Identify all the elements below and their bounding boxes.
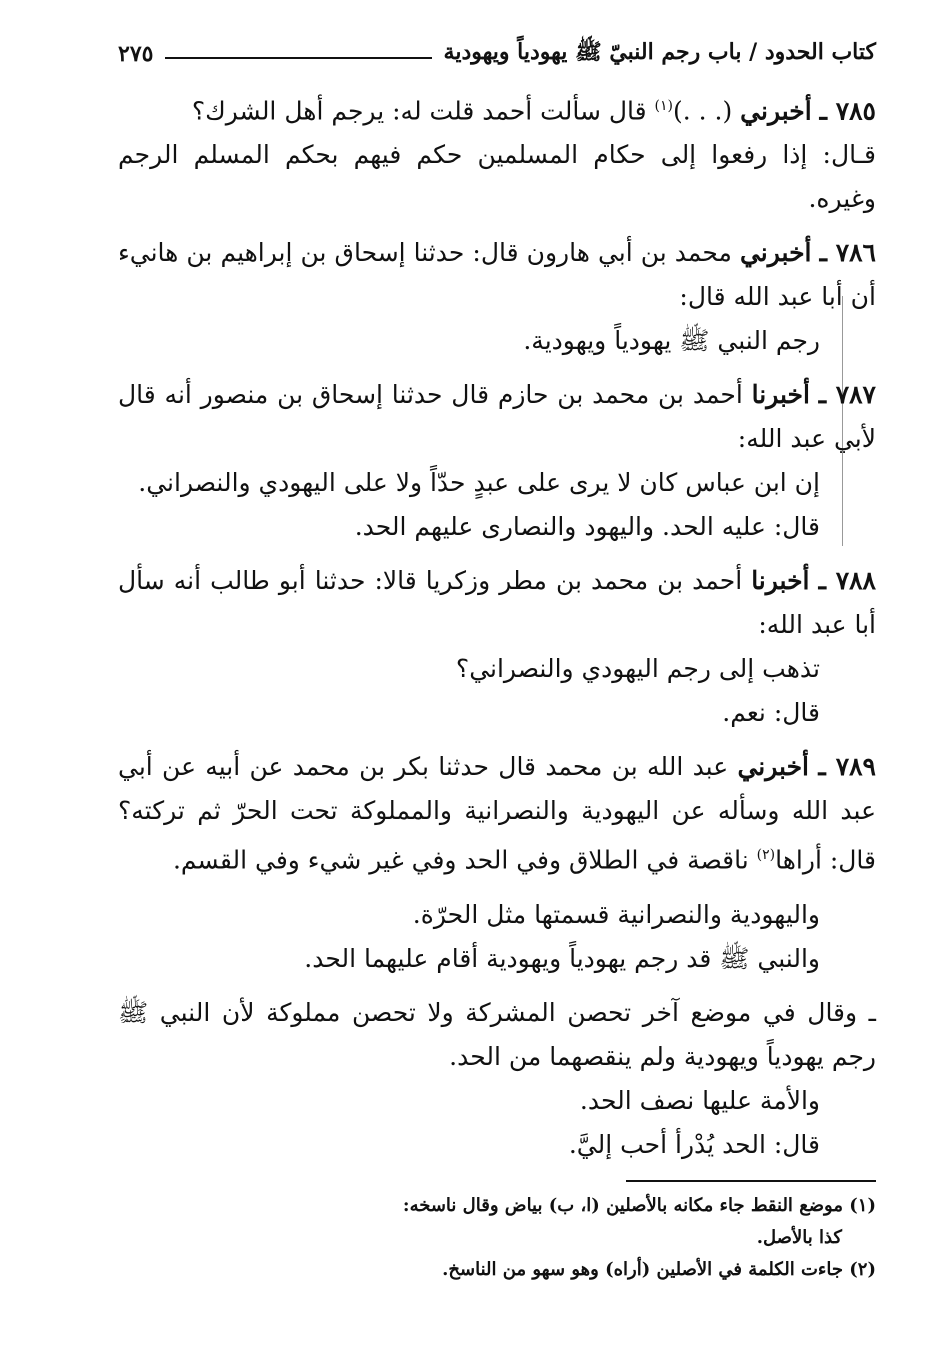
entry-789-other: ـ وقال في موضع آخر تحصن المشركة ولا تحصن مملوكة لأن النبي ﷺ رجم يهودياً ويهودية ولم ينقصهما من الحد.: [118, 997, 876, 1071]
entry-787-quote: إن ابن عباس كان لا يرى على عبدٍ حدّاً ولا على اليهودي والنصراني.: [138, 468, 820, 498]
running-header: [118, 34, 876, 74]
entry-789-line: قال: الحد يُدْرأ أحب إليَّ.: [568, 1129, 820, 1159]
page-number: ٢٧٥: [118, 41, 154, 67]
footnote-ref: (٢): [756, 847, 776, 864]
header-rule: [165, 57, 431, 59]
entry-lead: أخبرني: [737, 752, 809, 782]
entry-lead: أخبرني: [739, 238, 812, 268]
entry-number: ٧٨٥ ـ: [819, 96, 876, 126]
entry-785: [118, 84, 876, 133]
entry-786-quote: رجم النبي ﷺ يهودياً ويهودية.: [523, 326, 820, 356]
entry-789-line: واليهودية والنصرانية قسمتها مثل الحرّة.: [412, 899, 820, 929]
entry-787-answer: قال: عليه الحد. واليهود والنصارى عليهم الحد.: [354, 512, 820, 542]
entry-lead: أخبرنا: [751, 380, 810, 410]
main-text: [118, 84, 876, 1167]
entry-787: [118, 373, 876, 461]
entry-number: ٧٨٨ ـ: [818, 566, 876, 596]
entry-788: [118, 559, 876, 647]
header-title: كتاب الحدود / باب رجم النبيّ ﷺ يهودياً ويهودية: [443, 39, 876, 65]
entry-text: ناقصة في الطلاق وفي الحد وفي غير شيء وفي القسم.: [172, 845, 757, 875]
entry-text: محمد بن أبي هارون قال: حدثنا إسحاق بن إبراهيم بن هانيء أن أبا عبد الله قال:: [118, 238, 876, 312]
footnote-ref: (١): [654, 98, 673, 114]
entry-number: ٧٨٦ ـ: [819, 238, 876, 268]
footnote-rule: [626, 1180, 876, 1182]
entry-text: قال سألت أحمد قلت له: يرجم أهل الشرك؟: [191, 96, 655, 126]
footnotes: [118, 1190, 876, 1286]
entry-786: [118, 231, 876, 319]
entry-number: ٧٨٩ ـ: [818, 752, 876, 782]
entry-lead: أخبرنا: [751, 566, 810, 596]
entry-789: [118, 745, 876, 882]
entry-text: (. . .): [672, 96, 741, 126]
entry-text: عبد الله بن محمد قال حدثنا بكر بن محمد عن أبيه عن أبي عبد الله وسأله عن اليهودية والنصرانية والمملوكة تحت الحرّ ثم تركته؟ قال: أراها: [118, 752, 876, 875]
entry-text: أحمد بن محمد بن مطر وزكريا قالا: حدثنا أبو طالب أنه سأل أبا عبد الله:: [118, 566, 876, 640]
entry-789-line: والأمة عليها نصف الحد.: [579, 1085, 820, 1115]
footnote-1: (١) موضع النقط جاء مكانه بالأصلين (ا، ب) بياض وقال ناسخه:: [402, 1195, 876, 1216]
entry-788-question: تذهب إلى رجم اليهودي والنصراني؟: [455, 654, 820, 684]
entry-text: أحمد بن محمد بن حازم قال حدثنا إسحاق بن منصور أنه قال لأبي عبد الله:: [118, 380, 876, 454]
entry-785-answer: قـال: إذا رفعوا إلى حكام المسلمين حكم فيهم بحكم المسلم الرجم وغيره.: [118, 140, 876, 214]
footnote-2: (٢) جاءت الكلمة في الأصلين (أراه) وهو سهو من الناسخ.: [442, 1259, 876, 1280]
entry-lead: أخبرني: [740, 96, 812, 126]
entry-number: ٧٨٧ ـ: [818, 380, 876, 410]
footnote-1-cont: كذا بالأصل.: [756, 1227, 842, 1248]
entry-789-line: والنبي ﷺ قد رجم يهودياً ويهودية أقام عليهما الحد.: [304, 943, 820, 973]
entry-788-answer: قال: نعم.: [722, 698, 820, 728]
